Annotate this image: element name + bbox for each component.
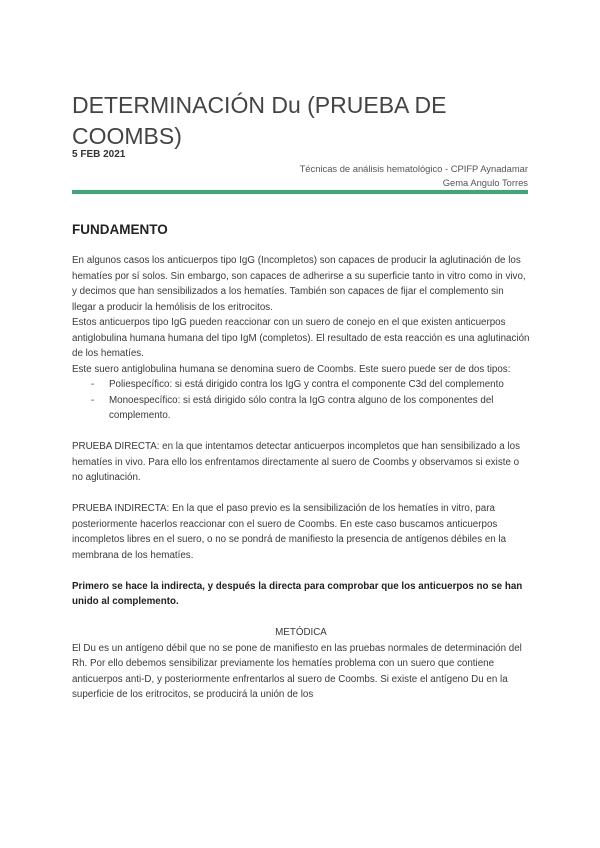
document-meta bbox=[300, 162, 528, 190]
document-body bbox=[72, 253, 530, 703]
header-divider bbox=[72, 190, 528, 194]
document-date: 5 FEB 2021 bbox=[72, 149, 126, 160]
author-name: Gema Angulo Torres bbox=[442, 177, 528, 188]
section-heading: FUNDAMENTO bbox=[72, 222, 168, 237]
paragraph-metodica: El Du es un antígeno débil que no se pone de manifiesto en las pruebas normales de determinación del Rh. Por ello debemos sensibilizar previamente los hematíes problema con un suero que contiene anticuerpos anti-D, y posteriormente enfrentarlos al suero de Coombs. Si existe el antígeno Du en la superficie de los eritrocitos, se producirá la unión de los bbox=[72, 642, 522, 700]
list-item bbox=[72, 377, 530, 393]
paragraph-prueba-directa: PRUEBA DIRECTA: en la que intentamos detectar anticuerpos incompletos que han sensibilizado a los hematíes in vivo. Para ello los enfrentamos directamente al suero de Coombs y observamos si existe o no aglutinación. bbox=[72, 441, 520, 483]
list-item-text: Monoespecífico: si está dirigido sólo contra la IgG contra alguno de los componentes del complemento. bbox=[109, 394, 494, 421]
metodica-heading: METÓDICA bbox=[275, 627, 327, 638]
list-item-text: Poliespecífico: si está dirigido contra los IgG y contra el componente C3d del complemento bbox=[109, 379, 504, 390]
paragraph-igg: Estos anticuerpos tipo IgG pueden reaccionar con un suero de conejo en el que existen anticuerpos antiglobulina humana humana del tipo IgM (completos). El resultado de esta reacción es una aglutinación de los hematíes. bbox=[72, 317, 530, 359]
course-name: Técnicas de análisis hematológico - CPIFP Aynadamar bbox=[299, 163, 528, 174]
list-dash: - bbox=[91, 394, 95, 406]
paragraph-prueba-indirecta: PRUEBA INDIRECTA: En la que el paso previo es la sensibilización de los hematíes in vitro, para posteriormente hacerlos reaccionar con el suero de Coombs. En este caso buscamos anticuerpos incompletos libres en el suero, o no se pondrá de manifiesto la presencia de antígenos débiles en la membrana de los hematíes. bbox=[72, 503, 507, 561]
list-dash: - bbox=[91, 379, 95, 390]
paragraph-coombs: Este suero antiglobulina humana se denomina suero de Coombs. Este suero puede ser de dos tipos: bbox=[72, 363, 511, 375]
document-title: DETERMINACIÓN Du (PRUEBA DE COOMBS) bbox=[72, 92, 447, 149]
paragraph-intro: En algunos casos los anticuerpos tipo IgG (Incompletos) son capaces de producir la aglutinación de los hematíes por sí solos. Sin embargo, son capaces de adherirse a su superficie tanto in vitro como in vivo, y decimos que han sensibilizados a los hematíes. También son capaces de fijar el complemento sin llegar a producir la hemólisis de los eritrocitos. bbox=[72, 255, 526, 313]
paragraph-bold-note: Primero se hace la indirecta, y después la directa para comprobar que los anticuerpos no se han unido al complemento. bbox=[72, 580, 523, 607]
serum-types-list bbox=[72, 377, 530, 424]
list-item bbox=[72, 393, 530, 424]
